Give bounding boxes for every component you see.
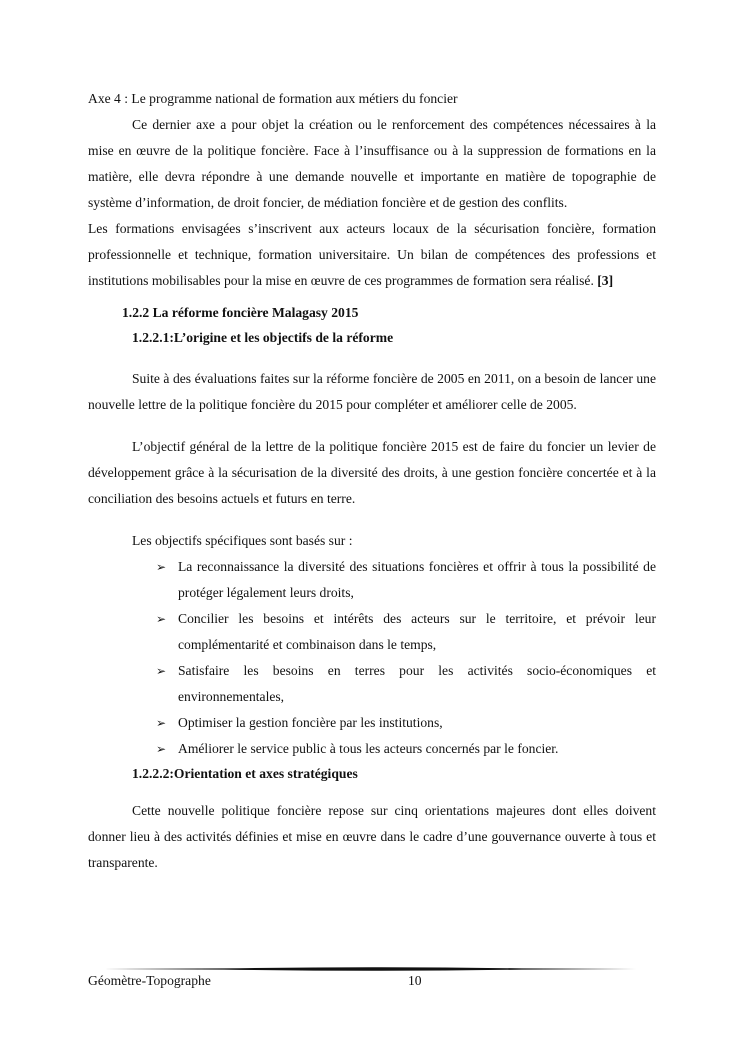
footer-divider [104,966,642,972]
list-item: ➢ Optimiser la gestion foncière par les institutions, [156,710,656,736]
list-item: ➢ Améliorer le service public à tous les acteurs concernés par le foncier. [156,736,656,762]
axe4-paragraph-2 [88,216,656,294]
paragraph-suite: Suite à des évaluations faites sur la réforme foncière de 2005 en 2011, on a besoin de lancer une nouvelle lettre de la politique foncière du 2015 pour compléter et améliorer celle de 2005. [88,371,656,412]
section-heading-1-2-2: 1.2.2 La réforme foncière Malagasy 2015 [122,305,359,320]
arrow-bullet-icon: ➢ [156,716,167,730]
footer-author: Géomètre-Topographe [88,973,211,988]
list-item: ➢ Concilier les besoins et intérêts des acteurs sur le territoire, et prévoir leur complémentarité et combinaison dans le temps, [156,606,656,658]
arrow-bullet-icon: ➢ [156,560,167,574]
axe4-paragraph-1: Ce dernier axe a pour objet la création ou le renforcement des compétences nécessaires à la mise en œuvre de la politique foncière. Face à l’insuffisance ou à la suppression de formations en la matière, elle devra répondre à une demande nouvelle et importante en matière de topographie de système d’information, de droit foncier, de médiation foncière et de gestion des conflits. [88,117,656,210]
list-item: ➢ Satisfaire les besoins en terres pour les activités socio-économiques et environnementales, [156,658,656,710]
page-number: 10 [408,973,422,988]
list-item: ➢ La reconnaissance la diversité des situations foncières et offrir à tous la possibilité de protéger légalement leurs droits, [156,554,656,606]
arrow-bullet-icon: ➢ [156,612,167,626]
arrow-bullet-icon: ➢ [156,664,167,678]
section-heading-1-2-2-2: 1.2.2.2:Orientation et axes stratégiques [132,766,358,781]
objectifs-list [88,554,656,762]
page-content [88,86,656,876]
objectifs-intro: Les objectifs spécifiques sont basés sur : [132,533,353,548]
section-heading-1-2-2-1: 1.2.2.1:L’origine et les objectifs de la réforme [132,330,394,345]
axe4-reference: [3] [597,273,614,288]
axe4-title: Axe 4 : Le programme national de formation aux métiers du foncier [88,91,458,106]
axe4-paragraph-2-text: Les formations envisagées s’inscrivent aux acteurs locaux de la sécurisation foncière, formation professionnelle et technique, formation universitaire. Un bilan de compétences des professions et institutions mobilisables pour la mise en œuvre de ces programmes de formation sera réalisé. [88,221,656,288]
arrow-bullet-icon: ➢ [156,742,167,756]
paragraph-orientation: Cette nouvelle politique foncière repose sur cinq orientations majeures dont elles doivent donner lieu à des activités définies et mise en œuvre dans le cadre d’une gouvernance ouverte à tous et transparente. [88,803,656,870]
paragraph-objectif-general: L’objectif général de la lettre de la politique foncière 2015 est de faire du foncier un levier de développement grâce à la sécurisation de la diversité des droits, à une gestion foncière concertée et à la conciliation des besoins actuels et futurs en terre. [88,439,656,506]
